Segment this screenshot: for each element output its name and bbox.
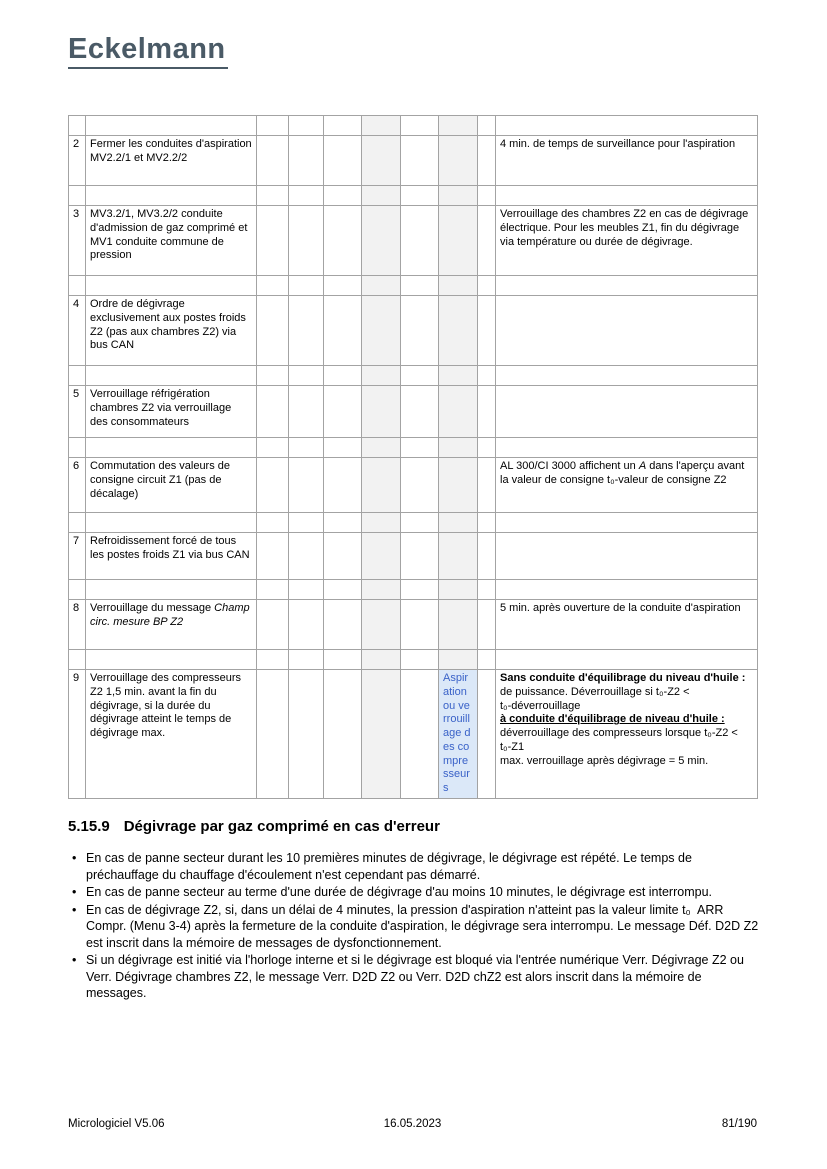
desc-text: Verrouillage du message: [90, 602, 215, 614]
table-row-2: [69, 136, 758, 186]
eckelmann-logo: Eckelmann: [68, 34, 228, 69]
row-note: 4 min. de temps de surveillance pour l'aspiration: [496, 136, 758, 186]
table-row-5: [69, 386, 758, 438]
row-number: 3: [69, 206, 86, 276]
list-item: [68, 850, 760, 883]
row-note: Verrouillage des chambres Z2 en cas de dégivrage électrique. Pour les meubles Z1, fin du dégivrage via température ou durée de dégivrage.: [496, 206, 758, 276]
row-description: MV3.2/1, MV3.2/2 conduite d'admission de gaz comprimé et MV1 conduite commune de pression: [86, 206, 257, 276]
spacer-row: [69, 116, 758, 136]
table-row-9: [69, 670, 758, 799]
spacer-row: [69, 513, 758, 533]
row-note: 5 min. après ouverture de la conduite d'aspiration: [496, 600, 758, 650]
bullet-list: [68, 850, 760, 1003]
row-note: [496, 533, 758, 580]
list-item: [68, 902, 760, 952]
aspiration-lock-cell: Aspiration ou verrouillage des compresseurs: [439, 670, 478, 799]
spacer-row: [69, 438, 758, 458]
header: [68, 34, 228, 69]
row-number: 7: [69, 533, 86, 580]
row-note: [496, 670, 758, 799]
note-italic-text: A: [638, 460, 647, 472]
row-description: Ordre de dégivrage exclusivement aux postes froids Z2 (pas aux chambres Z2) via bus CAN: [86, 296, 257, 366]
row-description: Fermer les conduites d'aspiration MV2.2/1 et MV2.2/2: [86, 136, 257, 186]
row-note: [496, 458, 758, 513]
bullet-marker: •: [72, 885, 77, 899]
note-line: max. verrouillage après dégivrage = 5 min.: [500, 754, 709, 767]
note-line: t₀-déverrouillage: [500, 699, 581, 712]
row-number: 5: [69, 386, 86, 438]
footer-date: 16.05.2023: [383, 1118, 442, 1130]
row-number: 9: [69, 670, 86, 799]
bullet-text: En cas de panne secteur au terme d'une durée de dégivrage d'au moins 10 minutes, le dégivrage est interrompu.: [86, 885, 712, 899]
row-description: [86, 600, 257, 650]
table-row-6: [69, 458, 758, 513]
row-note: [496, 296, 758, 366]
desc-italic-text: Champ circ. mesure BP Z2: [90, 602, 250, 628]
note-line: de puissance. Déverrouillage si t₀-Z2 <: [500, 685, 690, 698]
row-number: 2: [69, 136, 86, 186]
table-row-7: [69, 533, 758, 580]
section-heading: [68, 818, 440, 835]
bullet-text: Si un dégivrage est initié via l'horloge interne et si le dégivrage est bloqué via l'entrée numérique Verr. Dégivrage Z2 ou Verr. Dégivrage chambres Z2, le message Verr. D2D Z2 ou Verr. D2D chZ2 est alors inscrit dans la mémoire de messages.: [86, 953, 748, 1000]
row-description: Verrouillage des compresseurs Z2 1,5 min. avant la fin du dégivrage, si la durée du dégivrage atteint le temps de dégivrage max.: [86, 670, 257, 799]
bullet-text: En cas de dégivrage Z2, si, dans un délai de 4 minutes, la pression d'aspiration n'atteint pas la valeur limite t₀ ARR Compr. (Menu 3-4) après la fermeture de la conduite d'aspiration, le dégivrage sera interrompu. Le message Déf. D2D Z2 est inscrit dans la mémoire de messages de dysfonctionnement.: [86, 902, 762, 950]
list-item: [68, 952, 760, 1002]
bullet-marker: •: [72, 953, 77, 967]
table-row-8: [69, 600, 758, 650]
table-row-4: [69, 296, 758, 366]
bullet-marker: •: [72, 851, 77, 865]
section-title: Dégivrage par gaz comprimé en cas d'erreur: [123, 818, 440, 835]
row-description: Verrouillage réfrigération chambres Z2 via verrouillage des consommateurs: [86, 386, 257, 438]
spacer-row: [69, 186, 758, 206]
row-number: 6: [69, 458, 86, 513]
note-line: Sans conduite d'équilibrage du niveau d'huile :: [500, 672, 746, 684]
note-text: AL 300/CI 3000 affichent un: [500, 460, 639, 472]
note-line: à conduite d'équilibrage de niveau d'huile :: [500, 713, 725, 726]
row-description: Refroidissement forcé de tous les postes froids Z1 via bus CAN: [86, 533, 257, 580]
table-row-3: [69, 206, 758, 276]
row-number: 4: [69, 296, 86, 366]
section-number: 5.15.9: [68, 818, 110, 835]
spacer-row: [69, 366, 758, 386]
spacer-row: [69, 650, 758, 670]
footer-page-number: 81/190: [721, 1118, 757, 1130]
spacer-row: [69, 276, 758, 296]
footer-firmware-version: Micrologiciel V5.06: [68, 1118, 165, 1130]
page-footer: [68, 1118, 757, 1130]
note-line: t₀-Z1: [500, 740, 525, 753]
bullet-marker: •: [72, 902, 77, 917]
bullet-text: En cas de panne secteur durant les 10 premières minutes de dégivrage, le dégivrage est répété. Le temps de préchauffage du chauffage d'écoulement n'est cependant pas démarré.: [86, 851, 696, 882]
note-text: dans l'aperçu avant la valeur de consigne t₀-valeur de consigne Z2: [500, 460, 745, 486]
list-item: [68, 884, 760, 901]
defrost-sequence-table: [68, 115, 758, 799]
note-line: déverrouillage des compresseurs lorsque t₀-Z2 <: [500, 727, 738, 739]
row-description: Commutation des valeurs de consigne circuit Z1 (pas de décalage): [86, 458, 257, 513]
spacer-row: [69, 580, 758, 600]
row-note: [496, 386, 758, 438]
row-number: 8: [69, 600, 86, 650]
